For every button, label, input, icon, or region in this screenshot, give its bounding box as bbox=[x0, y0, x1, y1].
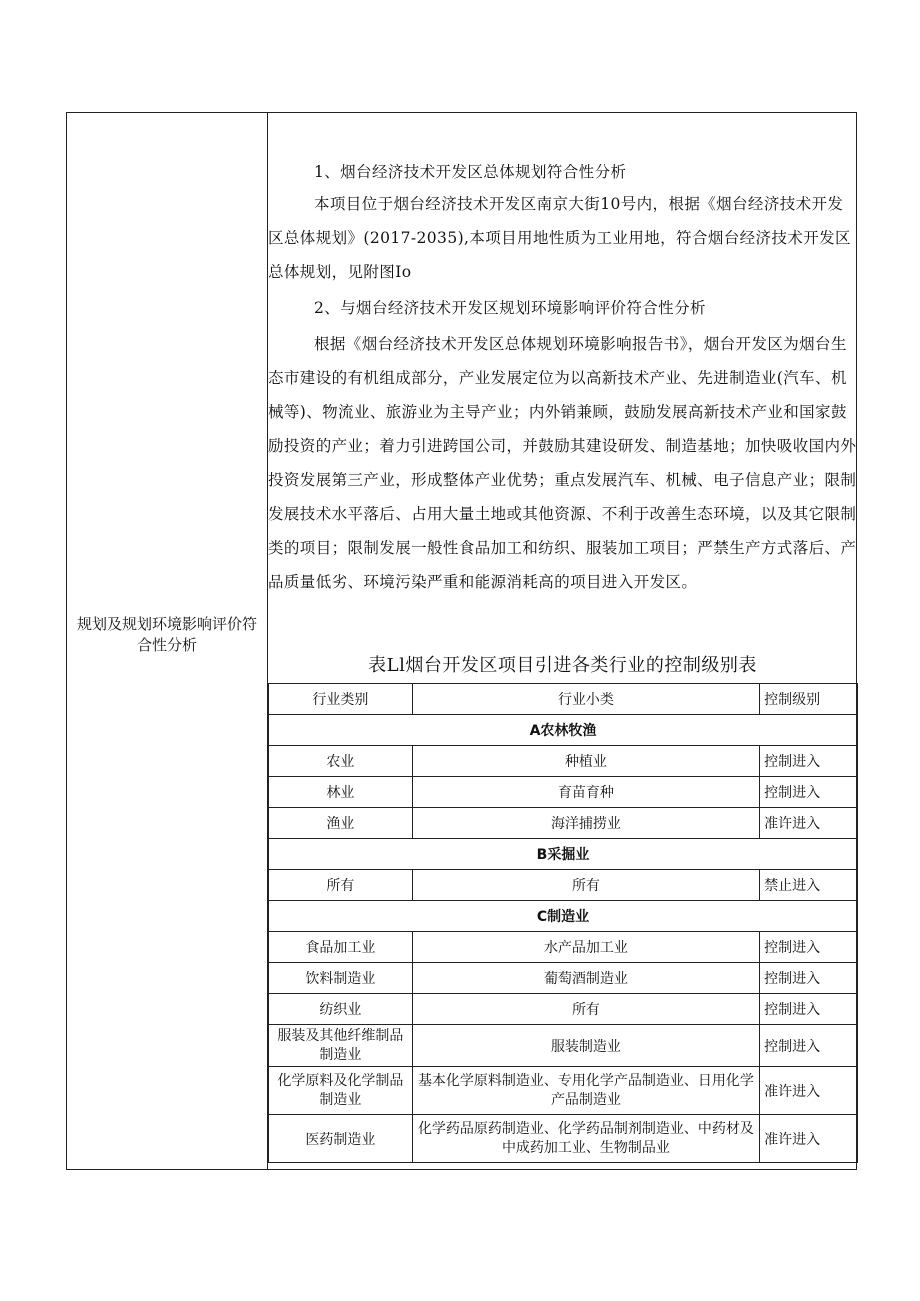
row-category: 医药制造业 bbox=[269, 1115, 413, 1163]
row-category: 饮料制造业 bbox=[269, 963, 413, 994]
row-category: 化学原料及化学制品制造业 bbox=[269, 1067, 413, 1115]
header-category: 行业类别 bbox=[269, 684, 413, 715]
main-form-table bbox=[66, 112, 857, 1170]
table-row bbox=[269, 1067, 858, 1115]
section-row bbox=[269, 839, 858, 870]
row-subcategory: 所有 bbox=[412, 994, 759, 1025]
table-row bbox=[269, 746, 858, 777]
section-title: C制造业 bbox=[269, 901, 858, 932]
table-row bbox=[269, 870, 858, 901]
row-category: 服装及其他纤维制品制造业 bbox=[269, 1025, 413, 1067]
row-subcategory: 水产品加工业 bbox=[412, 932, 759, 963]
header-control-level: 控制级别 bbox=[760, 684, 858, 715]
row-category: 食品加工业 bbox=[269, 932, 413, 963]
row-category: 农业 bbox=[269, 746, 413, 777]
left-label-cell bbox=[67, 113, 267, 1169]
row-control-level: 准许进入 bbox=[760, 808, 858, 839]
row-category: 林业 bbox=[269, 777, 413, 808]
row-subcategory: 化学药品原药制造业、化学药品制剂制造业、中药材及中成药加工业、生物制品业 bbox=[412, 1115, 759, 1163]
row-category: 所有 bbox=[269, 870, 413, 901]
table-caption: 表Ll烟台开发区项目引进各类行业的控制级别表 bbox=[368, 655, 757, 676]
row-control-level: 控制进入 bbox=[760, 746, 858, 777]
section-title: B采掘业 bbox=[269, 839, 858, 870]
row-subcategory: 种植业 bbox=[412, 746, 759, 777]
row-control-level: 控制进入 bbox=[760, 994, 858, 1025]
table-row bbox=[269, 1115, 858, 1163]
table-row bbox=[269, 994, 858, 1025]
row-control-level: 准许进入 bbox=[760, 1067, 858, 1115]
section2-body: 根据《烟台经济技术开发区总体规划环境影响报告书》，烟台开发区为烟台生态市建设的有机组成部分，产业发展定位为以高新技术产业、先进制造业(汽车、机械等)、物流业、旅游业为主导产业；内外销兼顾，鼓励发展高新技术产业和国家鼓励投资的产业；着力引进跨国公司，并鼓励其建设研发、制造基地；加快吸收国内外投资发展第三产业，形成整体产业优势；重点发展汽车、机械、电子信息产业；限制发展技术水平落后、占用大量土地或其他资源、不利于改善生态环境，以及其它限制类的项目；限制发展一般性食品加工和纺织、服装加工项目；严禁生产方式落后、产品质量低劣、环境污染严重和能源消耗高的项目进入开发区。 bbox=[268, 335, 857, 591]
row-control-level: 控制进入 bbox=[760, 932, 858, 963]
row-control-level: 控制进入 bbox=[760, 963, 858, 994]
table-header-row bbox=[269, 684, 858, 715]
row-subcategory: 葡萄酒制造业 bbox=[412, 963, 759, 994]
section2-heading: 2、与烟台经济技术开发区规划环境影响评价符合性分析 bbox=[314, 299, 706, 317]
industry-control-table bbox=[268, 683, 858, 1163]
section1-heading: 1、烟台经济技术开发区总体规划符合性分析 bbox=[314, 163, 627, 181]
left-label: 规划及规划环境影响评价符合性分析 bbox=[76, 615, 257, 654]
row-subcategory: 服装制造业 bbox=[412, 1025, 759, 1067]
table-row bbox=[269, 808, 858, 839]
row-control-level: 控制进入 bbox=[760, 777, 858, 808]
row-subcategory: 海洋捕捞业 bbox=[412, 808, 759, 839]
row-subcategory: 所有 bbox=[412, 870, 759, 901]
row-category: 纺织业 bbox=[269, 994, 413, 1025]
row-category: 渔业 bbox=[269, 808, 413, 839]
row-subcategory: 基本化学原料制造业、专用化学产品制造业、日用化学产品制造业 bbox=[412, 1067, 759, 1115]
table-row bbox=[269, 1025, 858, 1067]
row-control-level: 控制进入 bbox=[760, 1025, 858, 1067]
table-row bbox=[269, 777, 858, 808]
section-row bbox=[269, 715, 858, 746]
section-title: A农林牧渔 bbox=[269, 715, 858, 746]
header-subcategory: 行业小类 bbox=[412, 684, 759, 715]
table-row bbox=[269, 932, 858, 963]
row-control-level: 准许进入 bbox=[760, 1115, 858, 1163]
section1-body: 本项目位于烟台经济技术开发区南京大街10号内，根据《烟台经济技术开发区总体规划》(2017-2035),本项目用地性质为工业用地，符合烟台经济技术开发区总体规划，见附图Io bbox=[268, 195, 851, 281]
row-control-level: 禁止进入 bbox=[760, 870, 858, 901]
row-subcategory: 育苗育种 bbox=[412, 777, 759, 808]
section-row bbox=[269, 901, 858, 932]
table-row bbox=[269, 963, 858, 994]
